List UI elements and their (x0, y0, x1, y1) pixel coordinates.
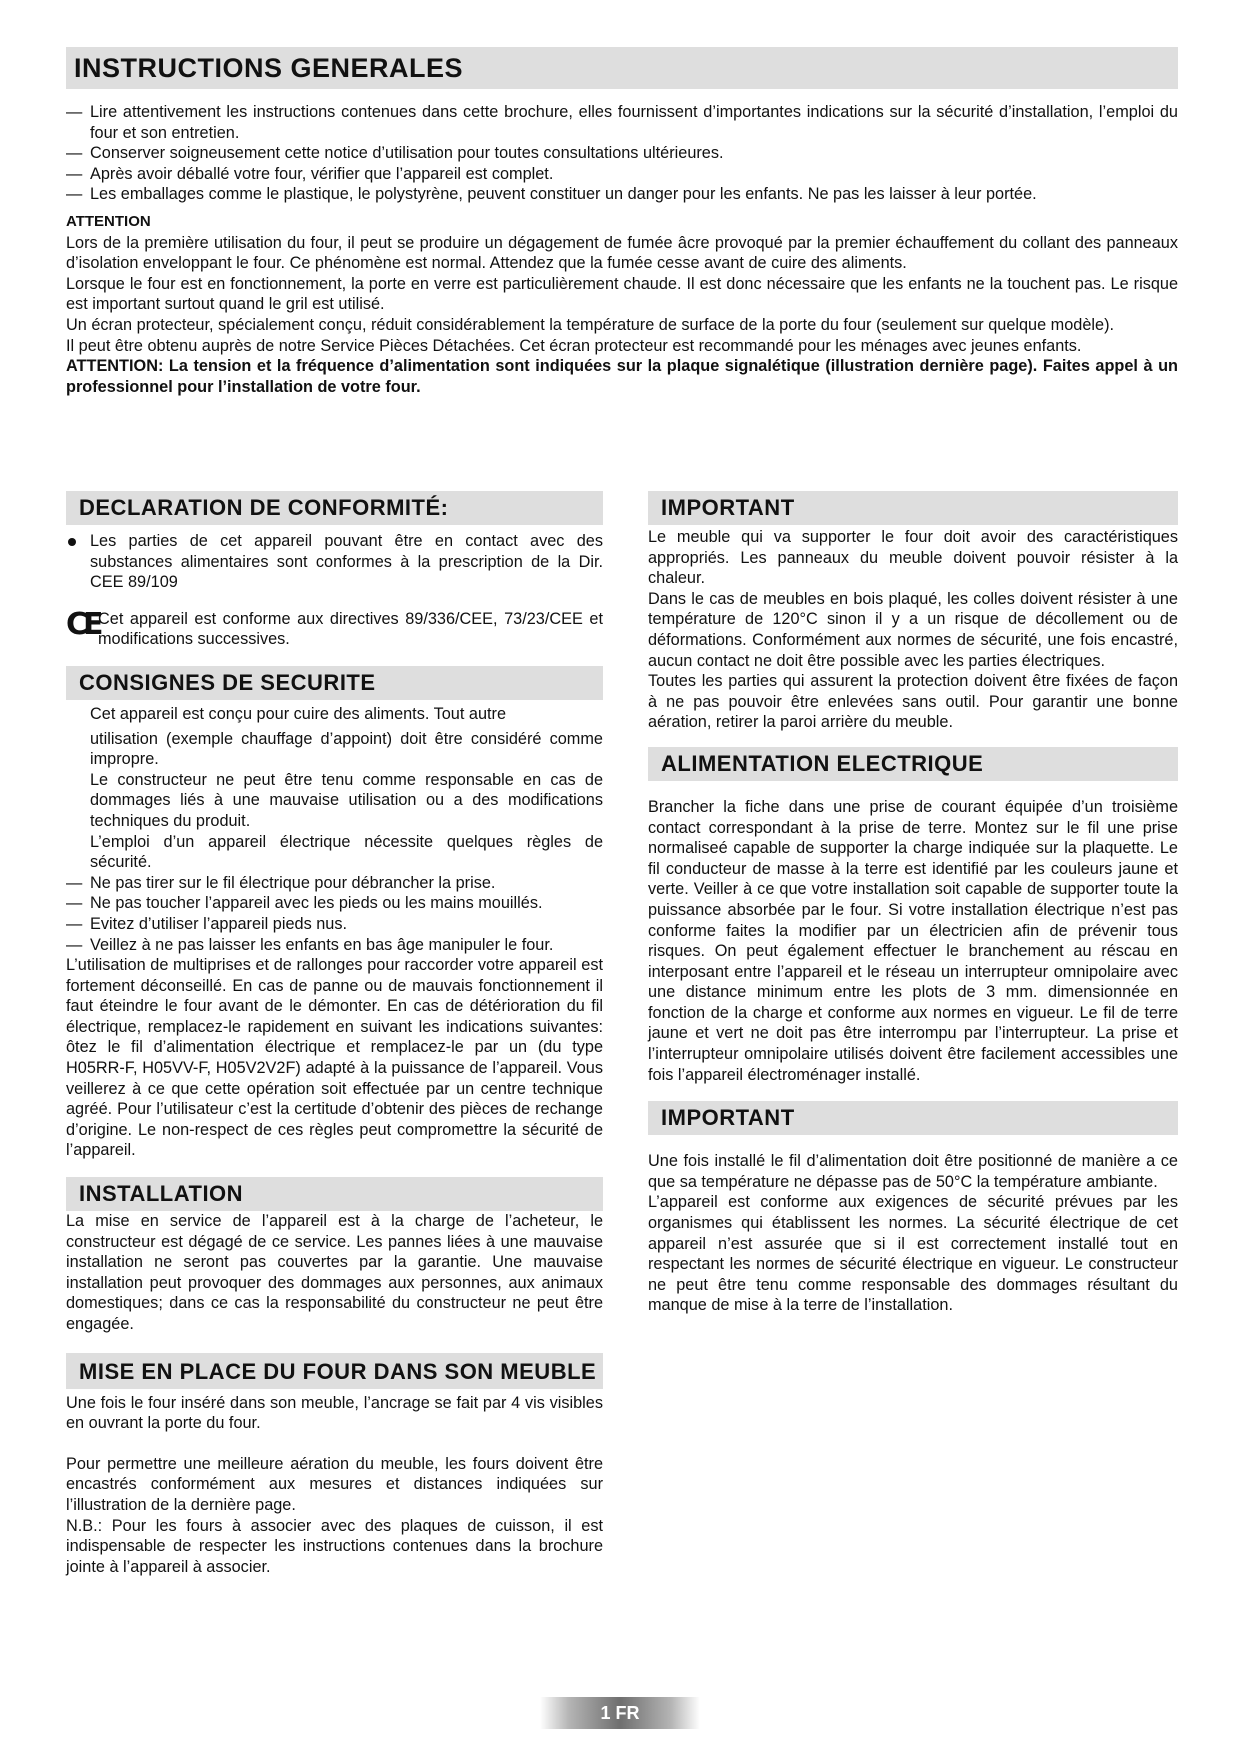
attention-paragraph: Il peut être obtenu auprès de notre Service Pièces Détachées. Cet écran protecteur est recommandé pour les ménages avec jeunes enfants. (66, 336, 1082, 355)
consignes-text: L’utilisation de multiprises et de rallonges pour raccorder votre appareil est fortement déconseillé. En cas de panne ou de mauvais fonctionnement il faut éteindre le four avant de le démonter. En cas de détérioration du fil électrique, remplacez-le rapidement en suivant les indications suivantes: ôtez le fil d’alimentation électrique et remplacez-le par un (du type H05RR-F, H05VV-F, H05V2V2F) adapté à la puissance de l’appareil. Vous veillerez à ce que cette opération soit effectuée par un centre technique agréé. Pour l’utilisateur c’est la certitude d’obtenir des pièces de rechange d’origine. Le non-respect de ces règles peut compromettre la sécurité de l’appareil. (66, 956, 603, 1160)
consignes-text: Le constructeur ne peut être tenu comme responsable en cas de dommages liés à une mauvaise utilisation ou a des modifications techniques du produit. (90, 770, 603, 830)
page-number: 1 FR (540, 1697, 700, 1729)
alimentation-text: Brancher la fiche dans une prise de courant équipée d’un troisième contact correspondant à la prise de terre. Montez sur le fil une prise normaliseé capable de supporter la charge indiquée sur la plaquette. Le fil conducteur de masse à la terre est identifié par les couleurs jaune et verte. Veiller à ce que votre installation soit capable de supporter toute la puissance absorbée par le four. Si votre installation électrique n’est pas conforme faites la modifier par un électricien afin de prévenir tous risques. On peut également effectuer le branchement au réscau en interposant entre l’appareil et le réseau un interrupteur omnipolaire avec une distance minimum entre les plots de 3 mm. dimensionnée en fonction de la charge et conforme aux normes en vigueur. Le fil de terre jaune et vert ne doit pas être interrompu par l’interrupteur. La prise et l’interrupteur omnipolaire utilisés doivent être facilement accessibles une fois l’appareil électroménager installé. (648, 797, 1178, 1084)
page-title: INSTRUCTIONS GENERALES (66, 47, 1178, 89)
list-item: — Conserver soigneusement cette notice d’utilisation pour toutes consultations ultérieures. (66, 143, 1178, 164)
section-title-mise-en-place: MISE EN PLACE DU FOUR DANS SON MEUBLE (66, 1353, 603, 1389)
list-item: — Lire attentivement les instructions contenues dans cette brochure, elles fournissent d’importantes indications sur la sécurité d’installation, l’emploi du four et son entretien. (66, 102, 1178, 143)
mise-en-place-text: Une fois le four inséré dans son meuble, l’ancrage se fait par 4 vis visibles en ouvrant la porte du four. (66, 1393, 603, 1433)
installation-text: La mise en service de l’appareil est à la charge de l’acheteur, le constructeur est dégagé de ce service. Les pannes liées à une mauvaise installation ne seront pas couvertes par la garantie. Une mauvaise installation peut provoquer des dommages aux personnes, aux animaux domestiques; dans ce cas la responsabilité du constructeur ne peut être engagée. (66, 1212, 603, 1333)
attention-bold-notice: ATTENTION: La tension et la fréquence d’alimentation sont indiquées sur la plaque signalétique (illustration dernière page). Faites appel à un professionnel pour l’installation de votre four. (66, 357, 1178, 396)
intro-section (66, 102, 1178, 397)
consignes-text: Cet appareil est conçu pour cuire des aliments. Tout autre (90, 704, 507, 723)
list-item: — Ne pas toucher l’appareil avec les pieds ou les mains mouillés. (66, 893, 603, 914)
ce-mark-icon: CE (66, 606, 99, 642)
ce-declaration (66, 606, 603, 650)
important-text: Toutes les parties qui assurent la protection doivent être fixées de façon à ne pas pouvoir être enlevées sans outil. Pour garantir une bonne aération, retirer la paroi arrière du meuble. (648, 672, 1178, 732)
list-item: — Evitez d’utiliser l’appareil pieds nus. (66, 914, 603, 935)
attention-paragraph: Un écran protecteur, spécialement conçu, réduit considérablement la température de surface de la porte du four (seulement sur quelque modèle). (66, 315, 1115, 334)
right-column (648, 491, 1178, 1316)
declaration-bullet: Les parties de cet appareil pouvant être en contact avec des substances alimentaires sont conformes à la prescription de la Dir. CEE 89/109 (66, 531, 603, 593)
consignes-text: L’emploi d’un appareil électrique nécessite quelques règles de sécurité. (90, 832, 603, 872)
section-title-consignes: CONSIGNES DE SECURITE (66, 666, 603, 700)
consignes-text: utilisation (exemple chauffage d’appoint) doit être considéré comme impropre. (90, 729, 603, 769)
section-title-installation: INSTALLATION (66, 1177, 603, 1211)
section-title-declaration: DECLARATION DE CONFORMITÉ: (66, 491, 603, 525)
list-item: — Après avoir déballé votre four, vérifier que l’appareil est complet. (66, 164, 1178, 185)
important-2-text: Une fois installé le fil d’alimentation doit être positionné de manière a ce que sa température ne dépasse pas de 50°C la température ambiante. (648, 1152, 1178, 1191)
important-text: Dans le cas de meubles en bois plaqué, les colles doivent résister à une température de 120°C sinon il y a un risque de décollement ou de déformations. Conformément aux normes de sécurité, une fois encastré, aucun contact ne doit être possible avec les parties électriques. (648, 589, 1178, 670)
important-text: Le meuble qui va supporter le four doit avoir des caractéristiques appropriés. Les panneaux du meuble doivent pouvoir résister à la chaleur. (648, 528, 1178, 588)
mise-en-place-text: Pour permettre une meilleure aération du meuble, les fours doivent être encastrés conformément aux mesures et distances indiquées sur l’illustration de la dernière page. (66, 1454, 603, 1514)
ce-text: Cet appareil est conforme aux directives 89/336/CEE, 73/23/CEE et modifications successives. (98, 609, 603, 649)
mise-en-place-text: N.B.: Pour les fours à associer avec des plaques de cuisson, il est indispensable de respecter les instructions contenues dans la brochure jointe à l’appareil à associer. (66, 1516, 603, 1576)
section-title-alimentation: ALIMENTATION ELECTRIQUE (648, 747, 1178, 781)
list-item: — Veillez à ne pas laisser les enfants en bas âge manipuler le four. (66, 935, 603, 956)
section-title-important-2: IMPORTANT (648, 1101, 1178, 1135)
left-column (66, 491, 603, 1577)
attention-label: ATTENTION (66, 212, 151, 230)
section-title-important: IMPORTANT (648, 491, 1178, 525)
list-item: — Ne pas tirer sur le fil électrique pour débrancher la prise. (66, 873, 603, 894)
attention-paragraph: Lors de la première utilisation du four, il peut se produire un dégagement de fumée âcre provoqué par la premier échauffement du collant des panneaux d’isolation enveloppant le four. Ce phénomène est normal. Attendez que la fumée cesse avant de cuire des aliments. (66, 233, 1178, 273)
attention-paragraph: Lorsque le four est en fonctionnement, la porte en verre est particulièrement chaude. Il est donc nécessaire que les enfants ne la touchent pas. Le risque est important surtout quand le gril est utilisé. (66, 274, 1178, 314)
list-item: — Les emballages comme le plastique, le polystyrène, peuvent constituer un danger pour les enfants. Ne pas les laisser à leur portée. (66, 184, 1178, 205)
important-2-text: L’appareil est conforme aux exigences de sécurité prévues par les organismes qui établissent les normes. La sécurité électrique de cet appareil n’est assurée que si il est correctement installé tout en respectant les normes de sécurité électrique en vigueur. Le constructeur ne peut être tenu comme responsable des dommages résultant du manque de mise à la terre de l’installation. (648, 1193, 1178, 1315)
